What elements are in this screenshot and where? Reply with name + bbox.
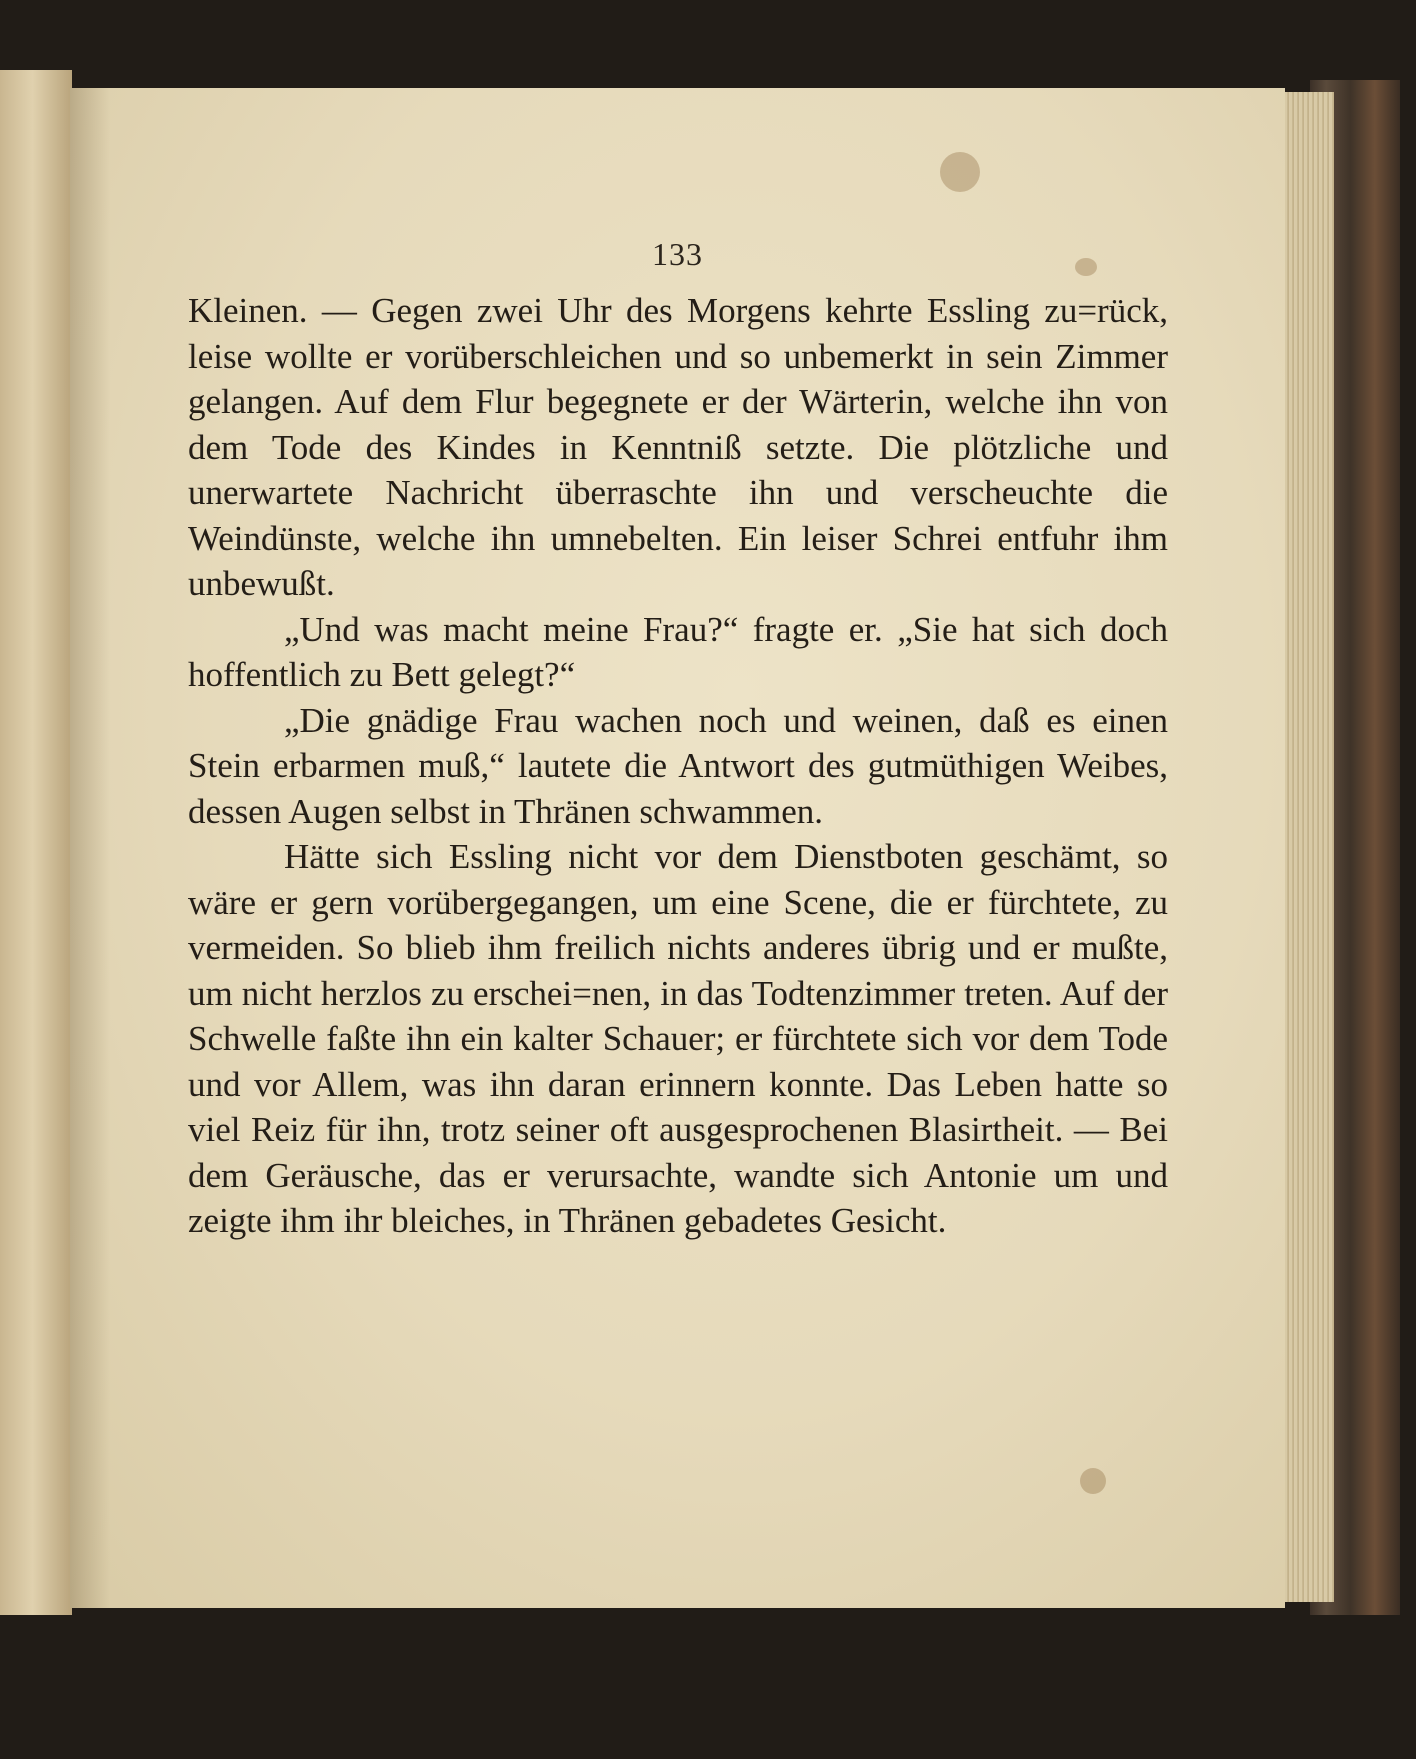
foxing-stain [1080,1468,1106,1494]
book-page [70,88,1285,1608]
paragraph: Hätte sich Essling nicht vor dem Dienstboten geschämt, so wäre er gern vorübergegangen, um eine Scene, die er fürchtete, zu vermeiden. So blieb ihm freilich nichts anderes übrig und er mußte, um nicht herzlos zu erschei=nen, in das Todtenzimmer treten. Auf der Schwelle faßte ihn ein kalter Schauer; er fürchtete sich vor dem Tode und vor Allem, was ihn daran erinnern konnte. Das Leben hatte so viel Reiz für ihn, trotz seiner oft ausgesprochenen Blasirtheit. — Bei dem Geräusche, das er verursachte, wandte sich Antonie um und zeigte ihm ihr bleiches, in Thränen gebadetes Gesicht. [188,837,1168,1240]
left-page-edge [0,70,72,1615]
paragraph: „Und was macht meine Frau?“ fragte er. „Sie hat sich doch hoffentlich zu Bett gelegt?“ [188,609,1168,694]
paragraph: Kleinen. — Gegen zwei Uhr des Morgens kehrte Essling zu=rück, leise wollte er vorüberschleichen und so unbemerkt in sein Zimmer gelangen. Auf dem Flur begegnete er der Wärterin, welche ihn von dem Tode des Kindes in Kenntniß setzte. Die plötzliche und unerwartete Nachricht überraschte ihn und verscheuchte die Weindünste, welche ihn umnebelten. Ein leiser Schrei entfuhr ihm unbewußt. [188,291,1168,603]
paragraph: „Die gnädige Frau wachen noch und weinen, daß es einen Stein erbarmen muß,“ lautete die Antwort des gutmüthigen Weibes, dessen Augen selbst in Thränen schwammen. [188,700,1168,831]
page-number: 133 [652,236,703,272]
page-edges [1280,92,1334,1602]
foxing-stain [940,152,980,192]
body-text [188,288,1168,1244]
